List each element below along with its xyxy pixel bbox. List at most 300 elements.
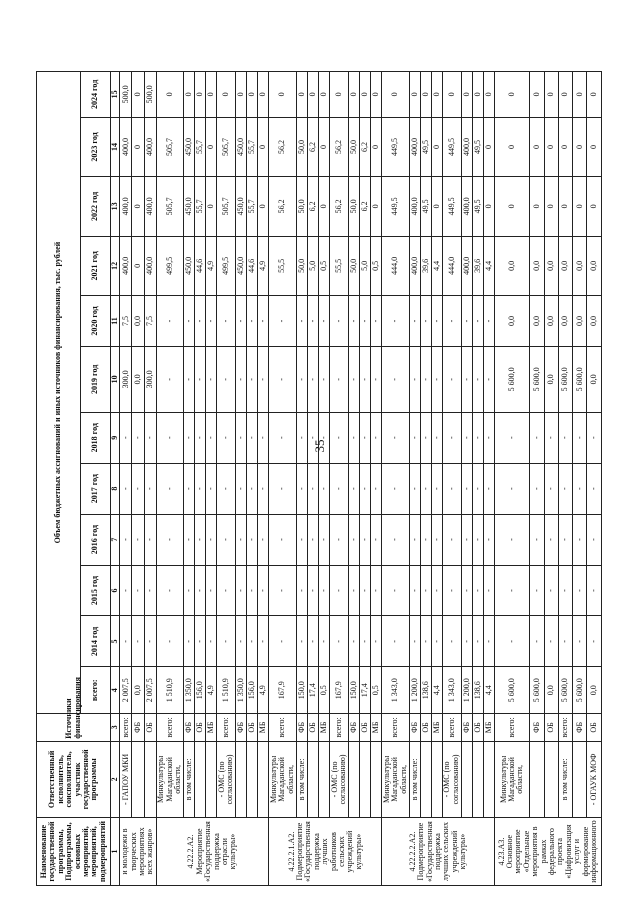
year-value-cell: -: [483, 565, 494, 616]
year-value-cell: -: [348, 565, 359, 616]
year-value-cell: -: [132, 412, 144, 463]
year-value-cell: 0,0: [558, 296, 572, 347]
year-value-cell: 499,5: [156, 236, 183, 295]
responsible-cell: [420, 741, 431, 817]
header-year: 2021 год: [81, 236, 111, 295]
year-value-cell: 5 600,0: [558, 346, 572, 412]
source-cell: всего:: [558, 714, 572, 742]
year-value-cell: 444,0: [382, 236, 409, 295]
year-value-cell: 50,0: [296, 117, 307, 176]
year-value-cell: -: [461, 565, 472, 616]
year-value-cell: 400,0: [461, 117, 472, 176]
year-value-cell: -: [461, 346, 472, 412]
year-value-cell: -: [587, 412, 602, 463]
source-cell: ОБ: [195, 714, 206, 742]
year-value-cell: 0: [258, 72, 269, 118]
year-value-cell: -: [308, 565, 319, 616]
year-value-cell: 449,5: [382, 177, 409, 236]
year-value-cell: -: [483, 514, 494, 565]
year-value-cell: -: [348, 296, 359, 347]
year-value-cell: 55,7: [247, 177, 258, 236]
year-value-cell: 0: [184, 72, 195, 118]
program-name: и молодежи в творческих мероприятиях всех жанров»: [120, 818, 156, 886]
column-number: 7: [111, 514, 120, 565]
table-row: [382, 72, 409, 886]
year-value-cell: 5,0: [308, 236, 319, 295]
column-number: 5: [111, 616, 120, 667]
total-cell: 2 007,5: [144, 667, 156, 714]
table-row: [544, 72, 558, 886]
year-value-cell: -: [431, 296, 442, 347]
responsible-cell: [144, 741, 156, 817]
source-cell: ФБ: [132, 714, 144, 742]
year-value-cell: 0: [431, 117, 442, 176]
year-value-cell: -: [573, 565, 587, 616]
year-value-cell: -: [195, 463, 206, 514]
year-value-cell: -: [443, 463, 462, 514]
year-value-cell: -: [544, 616, 558, 667]
year-value-cell: -: [156, 616, 183, 667]
table-row: [120, 72, 132, 886]
year-value-cell: -: [296, 296, 307, 347]
year-value-cell: -: [371, 346, 382, 412]
year-value-cell: -: [409, 463, 420, 514]
table-row: [431, 72, 442, 886]
year-value-cell: 0: [530, 177, 544, 236]
source-cell: ФБ: [348, 714, 359, 742]
responsible-cell: [431, 741, 442, 817]
source-cell: всего:: [494, 714, 529, 742]
total-cell: 167,9: [269, 667, 296, 714]
year-value-cell: -: [494, 514, 529, 565]
source-cell: всего:: [156, 714, 183, 742]
source-cell: МБ: [319, 714, 330, 742]
year-value-cell: -: [247, 412, 258, 463]
year-value-cell: -: [258, 463, 269, 514]
year-value-cell: 7,5: [120, 296, 132, 347]
year-value-cell: 0: [319, 72, 330, 118]
year-value-cell: -: [132, 463, 144, 514]
year-value-cell: 50,0: [348, 177, 359, 236]
year-value-cell: -: [431, 412, 442, 463]
year-value-cell: 449,5: [443, 177, 462, 236]
table-row: [296, 72, 307, 886]
year-value-cell: -: [409, 565, 420, 616]
year-value-cell: 300,0: [120, 346, 132, 412]
column-number: 6: [111, 565, 120, 616]
year-value-cell: -: [120, 565, 132, 616]
year-value-cell: -: [409, 346, 420, 412]
year-value-cell: 0: [206, 177, 217, 236]
year-value-cell: 450,0: [184, 117, 195, 176]
year-value-cell: 0: [461, 72, 472, 118]
year-value-cell: -: [308, 296, 319, 347]
year-value-cell: 400,0: [144, 117, 156, 176]
year-value-cell: -: [319, 346, 330, 412]
year-value-cell: -: [144, 463, 156, 514]
total-cell: 5 600,0: [558, 667, 572, 714]
year-value-cell: -: [371, 616, 382, 667]
source-cell: ФБ: [573, 714, 587, 742]
year-value-cell: -: [184, 296, 195, 347]
column-number: 13: [111, 177, 120, 236]
year-value-cell: -: [319, 565, 330, 616]
year-value-cell: 0: [247, 72, 258, 118]
source-cell: МБ: [258, 714, 269, 742]
year-value-cell: 400,0: [461, 236, 472, 295]
source-cell: всего:: [443, 714, 462, 742]
source-cell: всего:: [120, 714, 132, 742]
year-value-cell: -: [382, 565, 409, 616]
year-value-cell: -: [319, 616, 330, 667]
year-value-cell: 5 600,0: [573, 346, 587, 412]
total-cell: 1 200,0: [409, 667, 420, 714]
year-value-cell: -: [443, 296, 462, 347]
year-value-cell: -: [217, 616, 236, 667]
responsible-cell: [236, 741, 247, 817]
year-value-cell: 0: [483, 117, 494, 176]
year-value-cell: 0: [156, 72, 183, 118]
year-value-cell: 0: [308, 72, 319, 118]
year-value-cell: 0: [420, 72, 431, 118]
year-value-cell: 400,0: [144, 236, 156, 295]
year-value-cell: 0,0: [544, 346, 558, 412]
year-value-cell: -: [184, 412, 195, 463]
year-value-cell: -: [184, 463, 195, 514]
total-cell: 5 600,0: [494, 667, 529, 714]
year-value-cell: -: [494, 565, 529, 616]
total-cell: 4,9: [206, 667, 217, 714]
year-value-cell: 49,5: [472, 177, 483, 236]
program-name: 4.23.А3. Основное мероприятие «Отдельные мероприятия в рамках федерального проекта «Цифровизация услуг и формирование информационного: [494, 818, 601, 886]
year-value-cell: -: [120, 463, 132, 514]
table-row: [184, 72, 195, 886]
year-value-cell: -: [472, 412, 483, 463]
year-value-cell: -: [206, 463, 217, 514]
column-number: 15: [111, 72, 120, 118]
year-value-cell: -: [431, 616, 442, 667]
responsible-cell: [530, 741, 544, 817]
year-value-cell: -: [236, 412, 247, 463]
year-value-cell: 400,0: [409, 177, 420, 236]
responsible-cell: - ОГАУК МОФ: [587, 741, 602, 817]
year-value-cell: -: [308, 412, 319, 463]
year-value-cell: 0: [258, 117, 269, 176]
year-value-cell: 0: [494, 177, 529, 236]
year-value-cell: 0: [483, 72, 494, 118]
table-row: [348, 72, 359, 886]
source-cell: МБ: [206, 714, 217, 742]
year-value-cell: 499,5: [217, 236, 236, 295]
year-value-cell: -: [420, 412, 431, 463]
year-value-cell: 300,0: [144, 346, 156, 412]
total-cell: 0,0: [587, 667, 602, 714]
year-value-cell: -: [120, 616, 132, 667]
responsible-cell: [544, 741, 558, 817]
header-year: 2019 год: [81, 346, 111, 412]
year-value-cell: 0: [217, 72, 236, 118]
year-value-cell: -: [120, 412, 132, 463]
responsible-cell: [359, 741, 370, 817]
column-number: 2: [111, 741, 120, 817]
year-value-cell: 0: [573, 117, 587, 176]
year-value-cell: -: [269, 514, 296, 565]
year-value-cell: -: [236, 514, 247, 565]
year-value-cell: -: [330, 463, 349, 514]
year-value-cell: -: [371, 296, 382, 347]
table-row: [359, 72, 370, 886]
year-value-cell: -: [269, 463, 296, 514]
total-cell: 4,4: [483, 667, 494, 714]
column-number: 1: [111, 818, 120, 886]
header-name: Наименование государственной программы, Подпрограммы, основных мероприятий, мероприятий, подмероприятий: [37, 818, 111, 886]
year-value-cell: -: [258, 346, 269, 412]
year-value-cell: 55,7: [195, 177, 206, 236]
column-number: 10: [111, 346, 120, 412]
year-value-cell: 0,0: [573, 236, 587, 295]
year-value-cell: 0,5: [371, 236, 382, 295]
year-value-cell: -: [530, 463, 544, 514]
year-value-cell: 0: [443, 72, 462, 118]
year-value-cell: -: [530, 514, 544, 565]
header-year: 2024 год: [81, 72, 111, 118]
responsible-cell: Минкультуры Магаданской области,: [269, 741, 296, 817]
year-value-cell: -: [206, 412, 217, 463]
year-value-cell: -: [530, 412, 544, 463]
year-value-cell: -: [132, 616, 144, 667]
table-row: [587, 72, 602, 886]
year-value-cell: -: [184, 346, 195, 412]
responsible-cell: [132, 741, 144, 817]
total-cell: 5 600,0: [573, 667, 587, 714]
year-value-cell: -: [269, 616, 296, 667]
year-value-cell: -: [544, 412, 558, 463]
year-value-cell: 7,5: [144, 296, 156, 347]
year-value-cell: -: [382, 514, 409, 565]
total-cell: 1 200,0: [461, 667, 472, 714]
table-row: [443, 72, 462, 886]
year-value-cell: -: [420, 296, 431, 347]
year-value-cell: 50,0: [348, 236, 359, 295]
source-cell: ОБ: [247, 714, 258, 742]
year-value-cell: -: [296, 412, 307, 463]
table-row: [420, 72, 431, 886]
year-value-cell: -: [348, 514, 359, 565]
source-cell: ОБ: [587, 714, 602, 742]
total-cell: 4,4: [431, 667, 442, 714]
year-value-cell: -: [443, 514, 462, 565]
responsible-cell: [247, 741, 258, 817]
year-value-cell: -: [132, 565, 144, 616]
year-value-cell: 0: [359, 72, 370, 118]
table-row: [144, 72, 156, 886]
year-value-cell: -: [587, 565, 602, 616]
year-value-cell: -: [330, 412, 349, 463]
year-value-cell: 0,0: [544, 296, 558, 347]
year-value-cell: 6,2: [359, 177, 370, 236]
year-value-cell: 0,0: [573, 296, 587, 347]
year-value-cell: -: [420, 514, 431, 565]
source-cell: МБ: [431, 714, 442, 742]
year-value-cell: -: [494, 463, 529, 514]
responsible-cell: [483, 741, 494, 817]
total-cell: 1 510,9: [217, 667, 236, 714]
total-cell: 138,6: [420, 667, 431, 714]
year-value-cell: 0: [371, 117, 382, 176]
table-row: [330, 72, 349, 886]
year-value-cell: -: [156, 412, 183, 463]
table-row: [258, 72, 269, 886]
total-cell: 17,4: [359, 667, 370, 714]
table-row: [156, 72, 183, 886]
year-value-cell: -: [494, 412, 529, 463]
year-value-cell: 49,5: [420, 177, 431, 236]
year-value-cell: -: [587, 463, 602, 514]
year-value-cell: 6,2: [359, 117, 370, 176]
year-value-cell: 0: [319, 117, 330, 176]
year-value-cell: -: [184, 565, 195, 616]
year-value-cell: -: [371, 463, 382, 514]
year-value-cell: -: [558, 514, 572, 565]
source-cell: ФБ: [409, 714, 420, 742]
year-value-cell: -: [236, 565, 247, 616]
column-number: 12: [111, 236, 120, 295]
year-value-cell: -: [296, 346, 307, 412]
year-value-cell: 44,6: [247, 236, 258, 295]
year-value-cell: 0,0: [544, 236, 558, 295]
year-value-cell: -: [330, 565, 349, 616]
responsible-cell: в том числе:: [558, 741, 572, 817]
responsible-cell: в том числе:: [296, 741, 307, 817]
total-cell: 1 343,0: [382, 667, 409, 714]
year-value-cell: 50,0: [296, 177, 307, 236]
year-value-cell: 0,0: [530, 296, 544, 347]
column-number: 9: [111, 412, 120, 463]
page-number: 35: [312, 439, 327, 453]
year-value-cell: -: [483, 346, 494, 412]
header-total: всего:: [81, 667, 111, 714]
year-value-cell: -: [348, 412, 359, 463]
year-value-cell: 39,6: [472, 236, 483, 295]
responsible-cell: [319, 741, 330, 817]
source-cell: ОБ: [544, 714, 558, 742]
year-value-cell: 0,5: [319, 236, 330, 295]
table-row: [530, 72, 544, 886]
year-value-cell: -: [330, 616, 349, 667]
year-value-cell: -: [132, 514, 144, 565]
year-value-cell: -: [308, 463, 319, 514]
year-value-cell: -: [420, 616, 431, 667]
header-year: 2017 год: [81, 463, 111, 514]
year-value-cell: -: [483, 296, 494, 347]
year-value-cell: -: [247, 565, 258, 616]
year-value-cell: -: [461, 616, 472, 667]
year-value-cell: -: [195, 296, 206, 347]
year-value-cell: -: [217, 463, 236, 514]
year-value-cell: -: [544, 463, 558, 514]
year-value-cell: 0: [587, 72, 602, 118]
table-row: [269, 72, 296, 886]
year-value-cell: 55,5: [330, 236, 349, 295]
year-value-cell: -: [359, 463, 370, 514]
column-number: 3: [111, 714, 120, 742]
year-value-cell: -: [156, 463, 183, 514]
year-value-cell: 450,0: [184, 236, 195, 295]
table-row: [236, 72, 247, 886]
year-value-cell: -: [144, 565, 156, 616]
column-number: 14: [111, 117, 120, 176]
year-value-cell: 0,0: [587, 236, 602, 295]
year-value-cell: 450,0: [236, 236, 247, 295]
program-name: 4.22.2.А2. Мероприятие «Государственная поддержка отрасли культуры»: [156, 818, 269, 886]
responsible-cell: - ОМС (по согласованию): [443, 741, 462, 817]
year-value-cell: 505,7: [156, 117, 183, 176]
year-value-cell: -: [472, 565, 483, 616]
column-number: 4: [111, 667, 120, 714]
year-value-cell: -: [144, 616, 156, 667]
year-value-cell: -: [247, 514, 258, 565]
year-value-cell: -: [443, 346, 462, 412]
year-value-cell: -: [195, 565, 206, 616]
year-value-cell: -: [359, 514, 370, 565]
year-value-cell: 0: [330, 72, 349, 118]
header-year: 2020 год: [81, 296, 111, 347]
year-value-cell: -: [236, 346, 247, 412]
year-value-cell: 450,0: [236, 177, 247, 236]
year-value-cell: -: [382, 463, 409, 514]
year-value-cell: 0,0: [494, 296, 529, 347]
header-year: 2015 год: [81, 565, 111, 616]
year-value-cell: 0: [494, 72, 529, 118]
year-value-cell: 0: [558, 117, 572, 176]
responsible-cell: [573, 741, 587, 817]
year-value-cell: -: [409, 514, 420, 565]
year-value-cell: -: [420, 463, 431, 514]
responsible-cell: [371, 741, 382, 817]
total-cell: 0,0: [132, 667, 144, 714]
year-value-cell: -: [420, 565, 431, 616]
year-value-cell: -: [247, 463, 258, 514]
year-value-cell: 400,0: [461, 177, 472, 236]
source-cell: ОБ: [144, 714, 156, 742]
year-value-cell: 50,0: [296, 236, 307, 295]
year-value-cell: 0: [587, 117, 602, 176]
total-cell: 156,0: [247, 667, 258, 714]
year-value-cell: -: [156, 346, 183, 412]
year-value-cell: -: [573, 616, 587, 667]
source-cell: МБ: [371, 714, 382, 742]
year-value-cell: -: [206, 296, 217, 347]
year-value-cell: 0,0: [494, 236, 529, 295]
year-value-cell: -: [296, 514, 307, 565]
year-value-cell: -: [258, 616, 269, 667]
year-value-cell: -: [269, 565, 296, 616]
year-value-cell: -: [483, 412, 494, 463]
year-value-cell: -: [359, 346, 370, 412]
responsible-cell: [258, 741, 269, 817]
year-value-cell: -: [409, 412, 420, 463]
year-value-cell: 55,7: [195, 117, 206, 176]
year-value-cell: -: [195, 412, 206, 463]
year-value-cell: 0: [206, 117, 217, 176]
header-year: 2018 год: [81, 412, 111, 463]
year-value-cell: 4,4: [431, 236, 442, 295]
total-cell: 1 343,0: [443, 667, 462, 714]
year-value-cell: -: [217, 514, 236, 565]
year-value-cell: -: [494, 616, 529, 667]
year-value-cell: 0: [258, 177, 269, 236]
year-value-cell: 56,2: [269, 177, 296, 236]
